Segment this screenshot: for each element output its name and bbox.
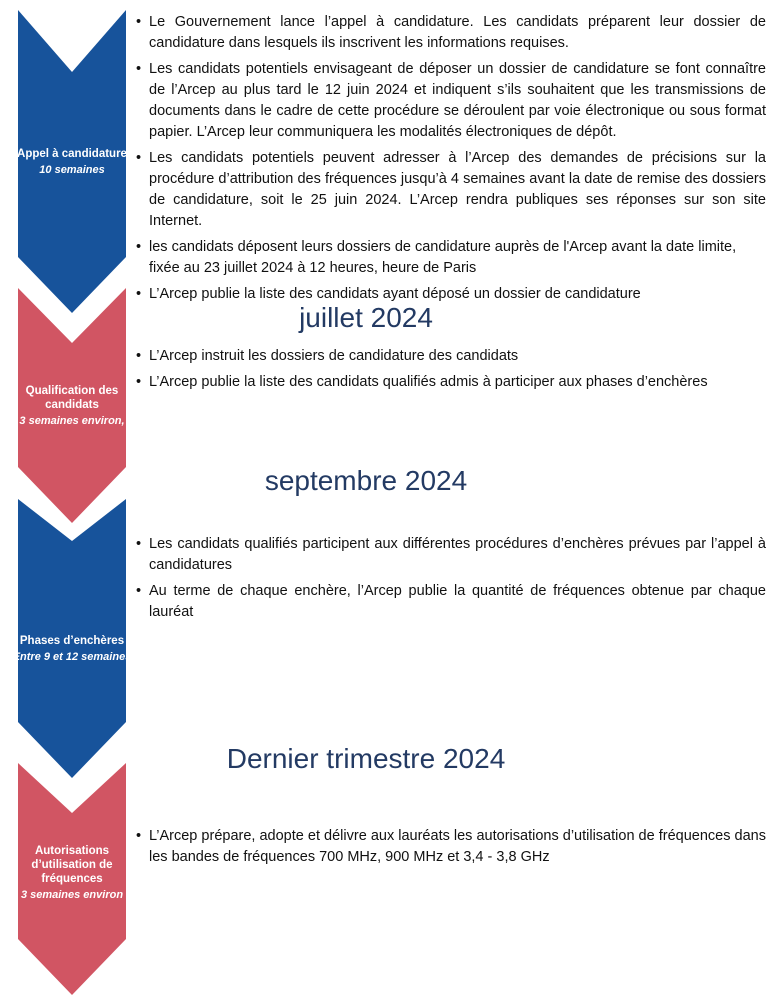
milestone-juillet-2024: juillet 2024 — [299, 302, 433, 333]
stage-chevron-appel-a-candidature — [18, 10, 126, 313]
bullet-item: • Les candidats potentiels peuvent adresser à l’Arcep des demandes de précisions sur la procédure d’attribution des fréquences jusqu’à 4 semaines avant la date de remise des dossiers de candidature, soit le 25 juin 2024. L’Arcep rendra publiques ses réponses sur son site Internet. — [136, 148, 766, 232]
stage-title: Phases d’enchères — [19, 634, 125, 647]
stage-duration: Entre 9 et 12 semaines — [12, 650, 132, 663]
stage3-bullet-list — [136, 534, 766, 628]
stage-label — [12, 634, 132, 664]
stage-chevron-phases-dencheres — [12, 499, 132, 778]
bullet-item: • Le Gouvernement lance l’appel à candidature. Les candidats préparent leur dossier de candidature dans lesquels ils inscrivent les informations requises. — [136, 12, 766, 54]
milestone-septembre-2024: septembre 2024 — [264, 465, 468, 496]
stage-duration: 10 semaines — [39, 163, 105, 176]
stage-duration: 3 semaines environ, — [19, 414, 125, 427]
bullet-item: • L’Arcep publie la liste des candidats qualifiés admis à participer aux phases d’enchères — [136, 372, 766, 393]
stage-title: Autorisations d’utilisation de fréquences — [31, 845, 113, 885]
bullet-item: • Les candidats qualifiés participent aux différentes procédures d’enchères prévues par l’appel à candidatures — [136, 534, 766, 576]
bullet-item: • L’Arcep publie la liste des candidats ayant déposé un dossier de candidature — [136, 284, 766, 305]
bullet-item: • Les candidats potentiels envisageant de déposer un dossier de candidature se font connaître de l’Arcep au plus tard le 12 juin 2024 et indiquent s’ils souhaitent que les transmissions de documents dans le cadre de cette procédure se déroulent par voie électronique ou sous format papier. L’Arcep leur communiquera les modalités électroniques de dépôt. — [136, 59, 766, 143]
bullet-item: • les candidats déposent leurs dossiers de candidature auprès de l'Arcep avant la date limite, fixée au 23 juillet 2024 à 12 heures, heure de Paris — [136, 237, 766, 279]
bullet-item: • L’Arcep instruit les dossiers de candidature des candidats — [136, 346, 766, 367]
stage-title: Appel à candidature — [17, 147, 127, 160]
stage-duration: 3 semaines environ — [20, 889, 124, 901]
bullet-item: • Au terme de chaque enchère, l’Arcep publie la quantité de fréquences obtenue par chaque lauréat — [136, 581, 766, 623]
stage-label — [12, 384, 132, 428]
bullet-item: • L’Arcep prépare, adopte et délivre aux lauréats les autorisations d’utilisation de fréquences dans les bandes de fréquences 700 MHz, 900 MHz et 3,4 - 3,8 GHz — [136, 826, 766, 868]
stage4-bullet-list — [136, 826, 766, 873]
stage-label — [12, 147, 132, 177]
stage1-bullet-list — [136, 12, 766, 310]
stage-chevron-autorisations-utilisation-frequences — [18, 763, 126, 995]
stage2-bullet-list — [136, 346, 766, 398]
stage-title: Qualification des candidats — [25, 384, 119, 411]
stage-label — [12, 844, 132, 902]
milestone-dernier-trimestre-2024: Dernier trimestre 2024 — [226, 743, 506, 774]
stage-chevron-qualification-des-candidats — [18, 288, 126, 523]
